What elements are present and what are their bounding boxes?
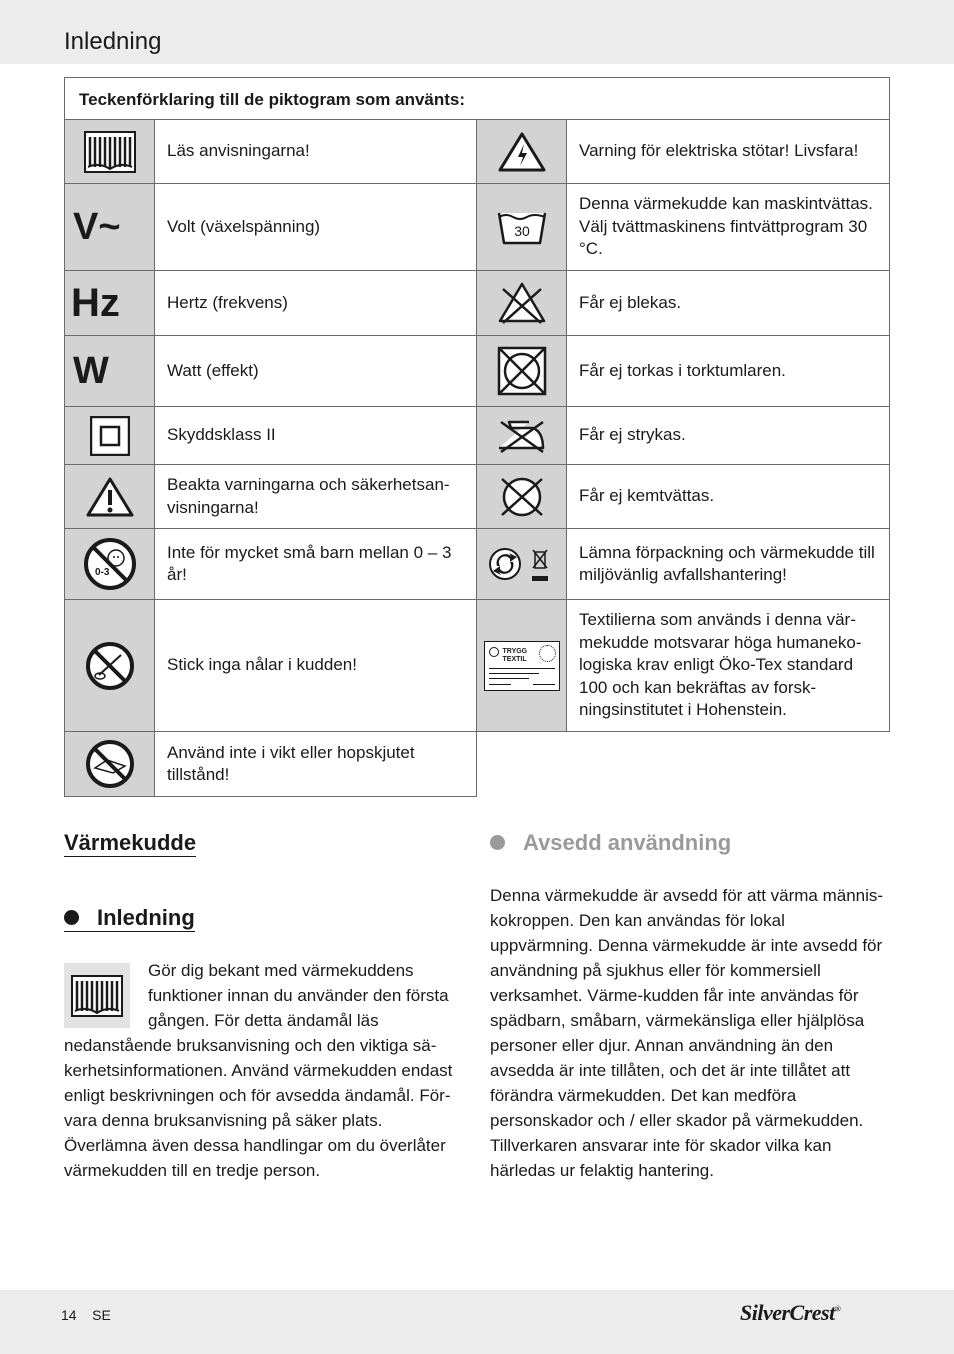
recycling-icon: [476, 528, 567, 600]
legend-text-machine-wash: Denna värmekudde kan maskintvättas. Välj tvättmaskinens fintvättprogram 30 °C.: [566, 183, 890, 271]
legend-text-warnings: Beakta varningarna och säkerhetsan-visningarna!: [154, 464, 477, 529]
registered-mark: ®: [834, 1304, 841, 1314]
no-small-children-icon: [64, 528, 155, 600]
legend-text-read-instructions: Läs anvisningarna!: [154, 119, 477, 184]
language-code: SE: [92, 1307, 111, 1323]
intro-paragraph: [64, 958, 464, 1183]
product-title: [64, 830, 196, 856]
legend-text-no-needles: Stick inga nålar i kudden!: [154, 599, 477, 732]
usage-heading-text: Avsedd användning: [523, 830, 732, 855]
intro-heading: [64, 905, 195, 931]
watt-glyph: W: [73, 349, 109, 392]
hertz-icon: [64, 270, 155, 336]
electric-shock-icon: [476, 119, 567, 184]
watt-icon: [64, 335, 155, 407]
legend-text-small-children: Inte för mycket små barn mellan 0 – 3 år!: [154, 528, 477, 600]
usage-heading: [490, 830, 731, 856]
warning-icon: [64, 464, 155, 529]
legend-text-no-iron: Får ej strykas.: [566, 406, 890, 465]
silvercrest-logo: [740, 1300, 840, 1326]
wash-temperature: 30: [513, 223, 530, 239]
hertz-glyph: Hz: [71, 280, 120, 325]
product-title-text: Värmekudde: [64, 830, 197, 855]
footer-page-info: [61, 1307, 111, 1323]
oeko-tex-icon: [476, 599, 567, 732]
page-title: Inledning: [64, 28, 162, 55]
bullet-icon: [64, 910, 79, 925]
legend-text-protection-class: Skyddsklass II: [154, 406, 477, 465]
protection-class-icon: [64, 406, 155, 465]
no-iron-icon: [476, 406, 567, 465]
no-dry-clean-icon: [476, 464, 567, 529]
legend-text-no-tumble-dry: Får ej torkas i torktumlaren.: [566, 335, 890, 407]
no-tumble-dry-icon: [476, 335, 567, 407]
no-bleach-icon: [476, 270, 567, 336]
no-folded-use-icon: [64, 731, 155, 797]
legend-text-no-dry-clean: Får ej kemtvättas.: [566, 464, 890, 529]
wash-30-icon: [476, 183, 567, 271]
legend-text-volt: Volt (växelspänning): [154, 183, 477, 271]
legend-text-oeko-tex: Textilierna som används i denna vär-mekudde motsvarar höga humaneko-logiska krav enligt Öko-Tex standard 100 och kan bekräftas av forsk-ningsinstitutet i Hohenstein.: [566, 599, 890, 732]
volt-glyph: V~: [73, 205, 121, 248]
legend-text-no-folded-use: Använd inte i vikt eller hopskjutet tillstånd!: [154, 731, 477, 797]
intro-text: Gör dig bekant med värmekuddens funktioner innan du använder den första gången. För detta ändamål läs nedanstående bruksanvisning och den viktiga sä-kerhetsinformationen. Använd värmekudden endast enligt beskrivningen och för avsedda ändamål. För-vara denna bruksanvisning på säker plats. Överlämna även dessa handlingar om du överlåter värmekudden till en tredje person.: [64, 961, 453, 1180]
usage-paragraph: Denna värmekudde är avsedd för att värma männis-kokroppen. Den kan användas för lokal uppvärmning. Denna värmekudde är inte avsedd för användning på sjukhus eller för kommersiell verksamhet. Värme-kudden får inte användas för spädbarn, småbarn, värmekänsliga eller hjälplösa personer eller djur. Annan användning än den avsedda är inte tillåten, och det är inte tillåtet att förändra värmekudden. Det kan medföra personskador och / eller skador på värmekudden. Tillverkaren ansvarar inte för skador vilka kan härledas ur felaktig hantering.: [490, 886, 884, 1180]
legend-text-recycling: Lämna förpackning och värmekudde till miljövänlig avfallshantering!: [566, 528, 890, 600]
intro-heading-text: Inledning: [97, 905, 195, 930]
bullet-icon: [490, 835, 505, 850]
legend-text-hertz: Hertz (frekvens): [154, 270, 477, 336]
oeko-tex-line2: TEXTIL: [502, 655, 527, 663]
page-number: 14: [61, 1307, 77, 1323]
legend-text-no-bleach: Får ej blekas.: [566, 270, 890, 336]
book-icon: [64, 119, 155, 184]
oeko-tex-label: [484, 641, 560, 691]
oeko-tex-line1: TRYGG: [502, 647, 528, 655]
age-badge: 0-3: [94, 567, 109, 578]
volt-icon: [64, 183, 155, 271]
brand-name: SilverCrest: [740, 1300, 835, 1325]
legend-text-electric-shock: Varning för elektriska stötar! Livsfara!: [566, 119, 890, 184]
legend-text-watt: Watt (effekt): [154, 335, 477, 407]
legend-heading: Teckenförklaring till de piktogram som använts:: [64, 77, 890, 120]
no-needles-icon: [64, 599, 155, 732]
